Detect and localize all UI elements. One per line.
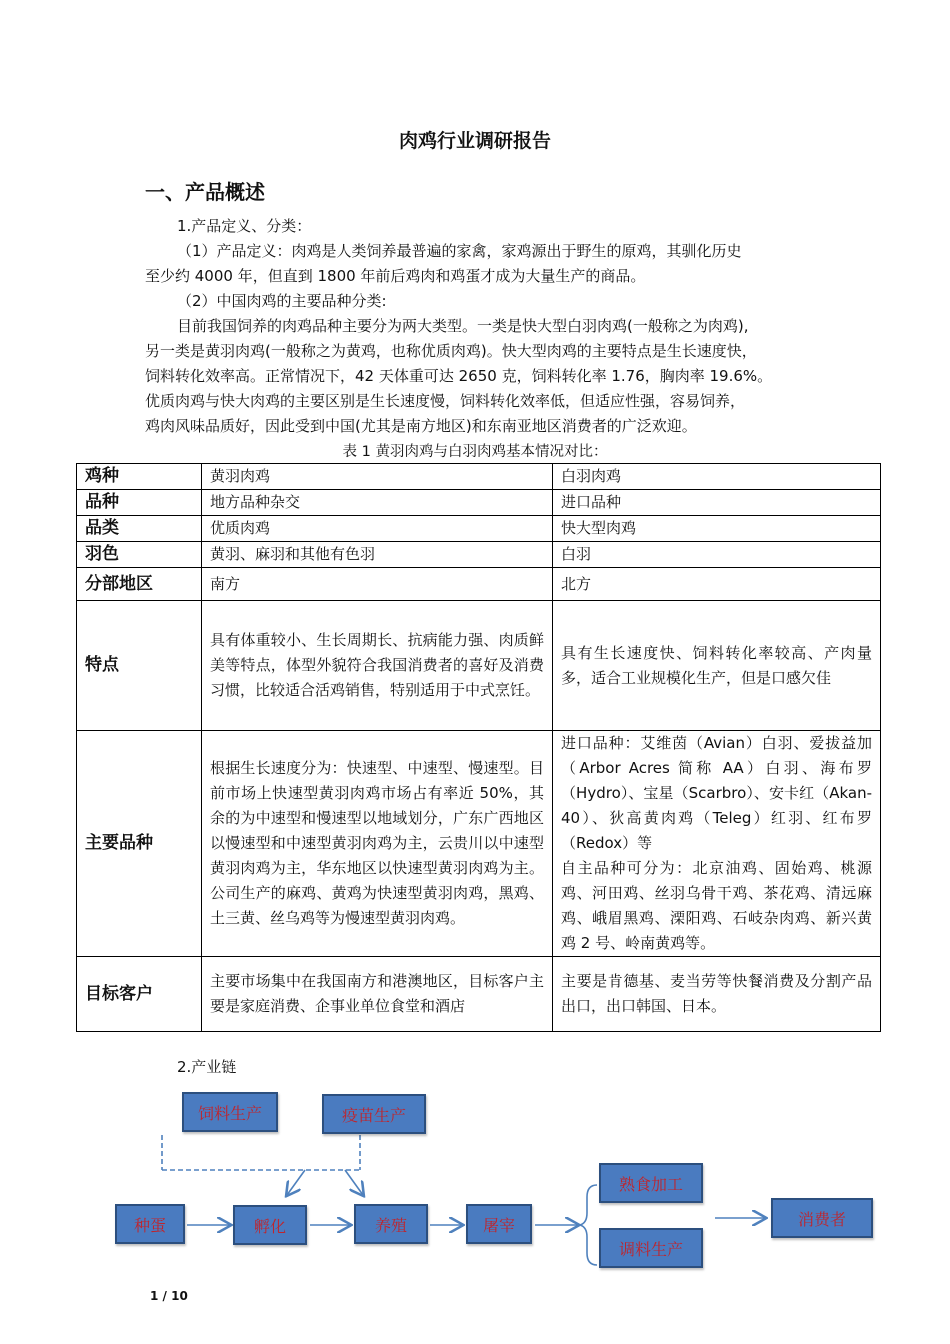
consumer-box: 消费者: [771, 1198, 873, 1238]
table-row: [77, 601, 881, 731]
definition-line-2: 至少约 4000 年，但直到 1800 年前后鸡肉和鸡蛋才成为大量生产的商品。: [145, 267, 646, 285]
arrow-to-hatch: [287, 1170, 305, 1195]
intro-line: 饲料转化效率高。正常情况下，42 天体重可达 2650 克，饲料转化率 1.76，胸肉率 19.6%。: [145, 367, 773, 385]
intro-line: 另一类是黄羽肉鸡(一般称之为黄鸡，也称优质肉鸡)。快大型肉鸡的主要特点是生长速度快，: [145, 342, 757, 360]
yellow-cell: 具有体重较小、生长周期长、抗病能力强、肉质鲜美等特点，体型外貌符合我国消费者的喜好及消费习惯，比较适合活鸡销售，特别适用于中式烹饪。: [202, 601, 553, 731]
section-heading: 一、产品概述: [145, 180, 265, 204]
document-title: 肉鸡行业调研报告: [398, 130, 551, 152]
imported-breeds: 进口品种：艾维茵（Avian）白羽、爱拔益加（Arbor Acres 简称 AA）白羽、海布罗（Hydro）、宝星（Scarbro）、安卡红（Akan-40）、狄高黄肉鸡（Teleg）红羽、红布罗（Redox）等: [561, 734, 872, 852]
branch-bracket: [580, 1185, 597, 1265]
white-cell: 白羽: [553, 542, 881, 568]
white-cell: 快大型肉鸡: [553, 516, 881, 542]
white-cell: 白羽肉鸡: [553, 464, 881, 490]
vaccine-production-box: 疫苗生产: [322, 1094, 426, 1134]
page-number: 1 / 10: [150, 1289, 188, 1303]
table-row: [77, 542, 881, 568]
white-cell: 具有生长速度快、饲料转化率较高、产肉量多，适合工业规模化生产，但是口感欠佳: [553, 601, 881, 731]
industry-chain-diagram: [100, 1085, 900, 1285]
white-cell: 北方: [553, 568, 881, 601]
table-caption: 表 1 黄羽肉鸡与白羽肉鸡基本情况对比：: [342, 444, 608, 460]
domestic-breeds: 自主品种可分为：北京油鸡、固始鸡、桃源鸡、河田鸡、丝羽乌骨干鸡、茶花鸡、清远麻鸡、峨眉黑鸡、溧阳鸡、石岐杂肉鸡、新兴黄鸡 2 号、岭南黄鸡等。: [561, 859, 872, 952]
yellow-cell: 根据生长速度分为：快速型、中速型、慢速型。目前市场上快速型黄羽肉鸡市场占有率近 50%，其余的为中速型和慢速型以地域划分，广东广西地区以慢速型和中速型黄羽肉鸡为主，云贵川以中速型黄羽肉鸡为主，华东地区以快速型黄羽肉鸡为主。公司生产的麻鸡、黄鸡为快速型黄羽肉鸡，黑鸡、土三黄、丝乌鸡等为慢速型黄羽肉鸡。: [202, 731, 553, 957]
yellow-cell: 优质肉鸡: [202, 516, 553, 542]
row-key: 羽色: [77, 542, 202, 568]
white-cell: [553, 731, 881, 957]
cooked-food-box: 熟食加工: [599, 1163, 703, 1203]
row-key: 特点: [77, 601, 202, 731]
table-row: [77, 464, 881, 490]
table-row: [77, 957, 881, 1032]
feed-production-box: 饲料生产: [182, 1092, 278, 1132]
yellow-cell: 黄羽、麻羽和其他有色羽: [202, 542, 553, 568]
table-row: [77, 568, 881, 601]
row-key: 品类: [77, 516, 202, 542]
seasoning-production-box: 调料生产: [599, 1228, 703, 1268]
white-cell: 进口品种: [553, 490, 881, 516]
row-key: 主要品种: [77, 731, 202, 957]
white-cell: 主要是肯德基、麦当劳等快餐消费及分割产品出口，出口韩国、日本。: [553, 957, 881, 1032]
breeding-box: 养殖: [354, 1204, 428, 1244]
arrow-to-breed: [345, 1170, 363, 1195]
row-key: 品种: [77, 490, 202, 516]
intro-line: 优质肉鸡与快大肉鸡的主要区别是生长速度慢，饲料转化效率低，但适应性强，容易饲养，: [145, 392, 746, 410]
yellow-cell: 地方品种杂交: [202, 490, 553, 516]
table-row: [77, 490, 881, 516]
breeding-eggs-box: 种蛋: [115, 1204, 185, 1244]
row-key: 分部地区: [77, 568, 202, 601]
intro-line: 目前我国饲养的肉鸡品种主要分为两大类型。一类是快大型白羽肉鸡(一般称之为肉鸡),: [177, 317, 749, 335]
slaughter-box: 屠宰: [466, 1204, 532, 1244]
subheading-definition: 1.产品定义、分类：: [177, 217, 312, 235]
hatching-box: 孵化: [233, 1205, 307, 1245]
dashed-merge-line: [162, 1135, 360, 1170]
yellow-cell: 黄羽肉鸡: [202, 464, 553, 490]
definition-line-1: （1）产品定义：肉鸡是人类饲养最普遍的家禽，家鸡源出于野生的原鸡，其驯化历史: [177, 242, 742, 260]
subheading-industry-chain: 2.产业链: [177, 1058, 237, 1076]
comparison-table: [76, 463, 881, 1032]
table-row: [77, 731, 881, 957]
intro-line: 鸡肉风味品质好，因此受到中国(尤其是南方地区)和东南亚地区消费者的广泛欢迎。: [145, 417, 697, 435]
yellow-cell: 南方: [202, 568, 553, 601]
table-row: [77, 516, 881, 542]
row-key: 鸡种: [77, 464, 202, 490]
subheading-varieties: （2）中国肉鸡的主要品种分类:: [177, 292, 387, 310]
row-key: 目标客户: [77, 957, 202, 1032]
yellow-cell: 主要市场集中在我国南方和港澳地区，目标客户主要是家庭消费、企事业单位食堂和酒店: [202, 957, 553, 1032]
